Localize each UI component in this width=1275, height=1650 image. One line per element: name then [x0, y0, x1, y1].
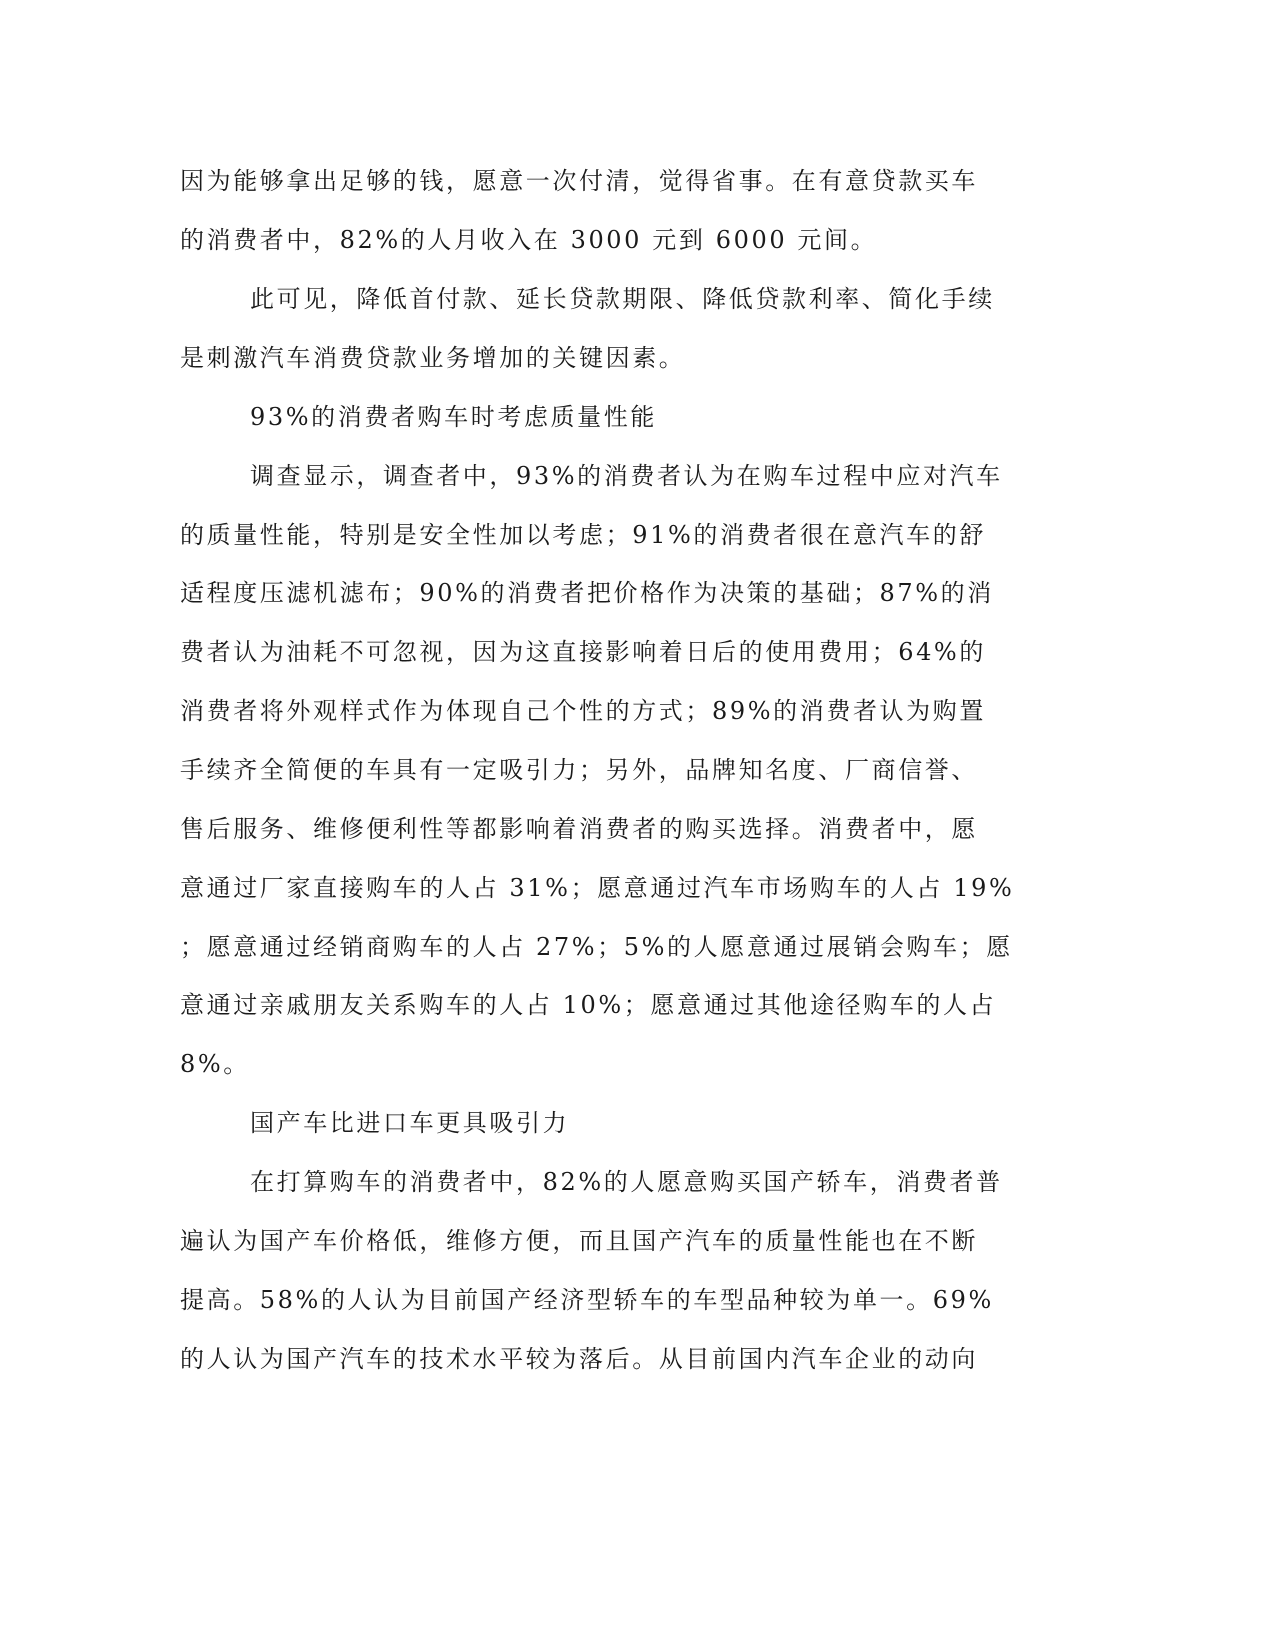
paragraph-line: 费者认为油耗不可忽视，因为这直接影响着日后的使用费用；64%的	[180, 638, 986, 666]
paragraph-line: 适程度压滤机滤布；90%的消费者把价格作为决策的基础；87%的消	[180, 579, 994, 607]
paragraph-line: 意通过亲戚朋友关系购车的人占 10%；愿意通过其他途径购车的人占	[180, 991, 997, 1019]
paragraph-line: 消费者将外观样式作为体现自己个性的方式；89%的消费者认为购置	[180, 697, 986, 725]
paragraph-line: 的消费者中，82%的人月收入在 3000 元到 6000 元间。	[180, 226, 878, 254]
paragraph-line: 8%。	[180, 1050, 250, 1078]
paragraph-line: 此可见，降低首付款、延长贷款期限、降低贷款利率、简化手续	[250, 285, 995, 313]
section-heading: 国产车比进口车更具吸引力	[250, 1109, 570, 1137]
paragraph-line: 的质量性能，特别是安全性加以考虑；91%的消费者很在意汽车的舒	[180, 521, 986, 549]
paragraph-line: 因为能够拿出足够的钱，愿意一次付清，觉得省事。在有意贷款买车	[180, 167, 978, 195]
paragraph-line: 的人认为国产汽车的技术水平较为落后。从目前国内汽车企业的动向	[180, 1345, 978, 1373]
paragraph-line: 手续齐全简便的车具有一定吸引力；另外，品牌知名度、厂商信誉、	[180, 756, 978, 784]
paragraph-line: ；愿意通过经销商购车的人占 27%；5%的人愿意通过展销会购车；愿	[180, 933, 1013, 961]
section-heading: 93%的消费者购车时考虑质量性能	[250, 403, 657, 431]
paragraph-line: 在打算购车的消费者中，82%的人愿意购买国产轿车，消费者普	[250, 1168, 1003, 1196]
paragraph-line: 遍认为国产车价格低，维修方便，而且国产汽车的质量性能也在不断	[180, 1227, 978, 1255]
paragraph-line: 意通过厂家直接购车的人占 31%；愿意通过汽车市场购车的人占 19%	[180, 874, 1015, 902]
paragraph-line: 调查显示，调查者中，93%的消费者认为在购车过程中应对汽车	[250, 462, 1003, 490]
paragraph-line: 是刺激汽车消费贷款业务增加的关键因素。	[180, 344, 686, 372]
paragraph-line: 提高。58%的人认为目前国产经济型轿车的车型品种较为单一。69%	[180, 1286, 994, 1314]
paragraph-line: 售后服务、维修便利性等都影响着消费者的购买选择。消费者中，愿	[180, 815, 978, 843]
